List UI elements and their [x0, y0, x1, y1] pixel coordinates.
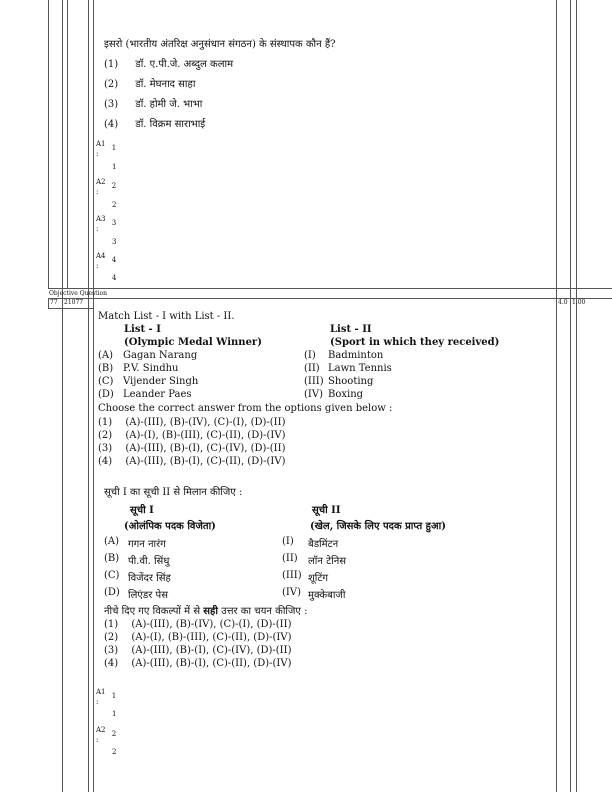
- q2-en-row-d: [98, 389, 364, 400]
- q2-hi-list2-sub: (खेल, जिसके लिए पदक प्राप्त हुआ): [310, 521, 446, 532]
- choose-emphasis: सही: [203, 606, 218, 617]
- q1-option-3[interactable]: [104, 96, 202, 110]
- q2-hi-row-b: [104, 553, 347, 567]
- q2-hi-intro: सूची I का सूची II से मिलान कीजिए :: [104, 487, 243, 498]
- meta-line-1: [48, 298, 49, 308]
- q2-hi-option-2[interactable]: [104, 632, 291, 643]
- option-text: (A)-(III), (B)-(I), (C)-(IV), (D)-(II): [131, 645, 292, 656]
- row-key-2: (II): [282, 553, 298, 564]
- option-num: (1): [98, 417, 113, 428]
- answer-sub: 4: [112, 274, 117, 282]
- row-key: (A): [98, 350, 114, 361]
- q1-option-text: डॉ. ए.पी.जे. अब्दुल कलाम: [135, 59, 234, 70]
- section-label: Objective Question: [49, 290, 107, 297]
- answer-value: 1: [111, 692, 117, 700]
- frame-line-right-3: [576, 0, 577, 792]
- row-text: Vijender Singh: [123, 376, 199, 387]
- row-text-2: मुक्केबाजी: [308, 590, 346, 601]
- row-text: Gagan Narang: [123, 350, 198, 361]
- answer-sub: 2: [112, 748, 117, 756]
- frame-line-left-4: [88, 0, 89, 792]
- row-text: लिएंडर पेस: [128, 590, 168, 601]
- question-number: 77: [50, 299, 58, 306]
- q1-option-num: (3): [104, 99, 119, 110]
- row-text: Leander Paes: [123, 389, 192, 400]
- row-key: (C): [98, 376, 114, 387]
- meta-line-2: [48, 308, 93, 309]
- option-text: (A)-(III), (B)-(IV), (C)-(I), (D)-(II): [125, 417, 286, 428]
- q1-option-4[interactable]: [104, 116, 205, 130]
- answer-value: 3: [111, 219, 117, 227]
- q2-en-list2-head: List - II: [330, 324, 372, 335]
- row-text: विजेंदर सिंह: [128, 573, 171, 584]
- q1-question: इसरो (भारतीय अंतरिक्ष अनुसंधान संगठन) के संस्थापक कौन हैं?: [104, 39, 336, 50]
- option-text: (A)-(III), (B)-(IV), (C)-(I), (D)-(II): [131, 619, 292, 630]
- question-marks: 4.0: [558, 299, 568, 306]
- q2-answer-2: [96, 726, 117, 738]
- option-num: (3): [98, 443, 113, 454]
- answer-colon: :: [96, 225, 99, 233]
- choose-text-end: उत्तर का चयन कीजिए :: [217, 606, 308, 617]
- q2-en-option-2[interactable]: [98, 430, 285, 441]
- q2-en-option-3[interactable]: [98, 443, 285, 454]
- q1-option-text: डॉ. मेघनाद साहा: [135, 79, 196, 90]
- q2-en-row-c: [98, 376, 374, 387]
- q2-hi-list1-head: सूची I: [130, 505, 154, 516]
- answer-label: A2: [96, 178, 106, 186]
- row-key-2: (IV): [304, 389, 323, 400]
- q2-hi-option-3[interactable]: [104, 645, 291, 656]
- q2-hi-option-4[interactable]: [104, 658, 291, 669]
- answer-value: 1: [111, 144, 117, 152]
- answer-label: A1: [96, 688, 106, 696]
- q1-answer-1: [96, 140, 117, 152]
- frame-line-right-2: [570, 0, 571, 792]
- answer-label: A4: [96, 252, 106, 260]
- answer-colon: :: [96, 698, 99, 706]
- q2-hi-option-1[interactable]: [104, 619, 291, 630]
- q2-en-choose: Choose the correct answer from the options given below :: [98, 403, 393, 414]
- row-text-2: Boxing: [328, 389, 364, 400]
- frame-line-right-1: [556, 0, 557, 792]
- frame-line-left-5: [93, 0, 94, 792]
- option-text: (A)-(I), (B)-(III), (C)-(II), (D)-(IV): [125, 430, 286, 441]
- row-text-2: Lawn Tennis: [328, 363, 392, 374]
- q1-option-num: (4): [104, 119, 119, 130]
- row-text-2: बैडमिंटन: [308, 539, 339, 550]
- answer-value: 4: [111, 256, 117, 264]
- row-key-2: (I): [304, 350, 316, 361]
- row-key-2: (I): [282, 536, 294, 547]
- q2-en-list1-head: List - I: [124, 324, 161, 335]
- row-key: (D): [98, 389, 114, 400]
- answer-sub: 3: [112, 238, 117, 246]
- answer-sub: 2: [112, 201, 117, 209]
- option-text: (A)-(III), (B)-(I), (C)-(II), (D)-(IV): [131, 658, 292, 669]
- q2-en-row-b: [98, 363, 392, 374]
- row-text-2: Badminton: [328, 350, 384, 361]
- q1-option-num: (2): [104, 79, 119, 90]
- q1-answer-4: [96, 252, 117, 264]
- option-text: (A)-(I), (B)-(III), (C)-(II), (D)-(IV): [131, 632, 292, 643]
- option-num: (4): [104, 658, 119, 669]
- question-negative-marks: 1.00: [572, 299, 586, 306]
- answer-sub: 1: [112, 710, 117, 718]
- q1-answer-3: [96, 215, 117, 227]
- q2-en-list1-sub: (Olympic Medal Winner): [124, 337, 262, 348]
- answer-value: 2: [111, 730, 117, 738]
- option-text: (A)-(III), (B)-(I), (C)-(II), (D)-(IV): [125, 456, 286, 467]
- q2-hi-row-a: [104, 536, 339, 550]
- row-key: (D): [104, 587, 120, 598]
- answer-colon: :: [96, 188, 99, 196]
- answer-label: A1: [96, 140, 106, 148]
- answer-colon: :: [96, 262, 99, 270]
- q1-option-1[interactable]: [104, 56, 233, 70]
- q2-en-row-a: [98, 350, 384, 361]
- q1-option-2[interactable]: [104, 76, 195, 90]
- row-text: P.V. Sindhu: [123, 363, 179, 374]
- option-num: (3): [104, 645, 119, 656]
- answer-label: A3: [96, 215, 106, 223]
- option-num: (2): [104, 632, 119, 643]
- frame-line-left-3: [67, 0, 68, 288]
- q2-hi-row-d: [104, 587, 346, 601]
- row-text: पी.वी. सिंधु: [128, 556, 170, 567]
- section-divider-bottom: [48, 298, 612, 299]
- row-key: (C): [104, 570, 120, 581]
- q2-en-intro: Match List - I with List - II.: [98, 311, 235, 322]
- answer-colon: :: [96, 736, 99, 744]
- row-text-2: Shooting: [328, 376, 374, 387]
- section-divider-top: [48, 288, 612, 289]
- option-text: (A)-(III), (B)-(I), (C)-(IV), (D)-(II): [125, 443, 286, 454]
- q1-answer-2: [96, 178, 117, 190]
- row-key: (A): [104, 536, 120, 547]
- question-id: 21077: [64, 299, 84, 306]
- q1-option-text: डॉ. होमी जे. भाभा: [135, 99, 203, 110]
- row-key-2: (III): [304, 376, 324, 387]
- q2-hi-choose: [104, 603, 308, 617]
- answer-value: 2: [111, 182, 117, 190]
- q2-hi-list2-head: सूची II: [312, 505, 341, 516]
- answer-colon: :: [96, 150, 99, 158]
- q2-hi-list1-sub: (ओलंपिक पदक विजेता): [124, 521, 216, 532]
- row-key: (B): [98, 363, 114, 374]
- row-key-2: (IV): [282, 587, 301, 598]
- frame-line-left-outer: [48, 0, 49, 288]
- row-text-2: लॉन टेनिस: [308, 556, 347, 567]
- row-text-2: शूटिंग: [308, 573, 329, 584]
- q2-answer-1: [96, 688, 117, 700]
- q1-option-text: डॉ. विक्रम साराभाई: [135, 119, 206, 130]
- q2-en-option-1[interactable]: [98, 417, 285, 428]
- option-num: (1): [104, 619, 119, 630]
- q2-en-list2-sub: (Sport in which they received): [330, 337, 500, 348]
- row-key: (B): [104, 553, 120, 564]
- row-key-2: (III): [282, 570, 302, 581]
- answer-label: A2: [96, 726, 106, 734]
- q2-hi-row-c: [104, 570, 329, 584]
- frame-line-left-2: [62, 0, 63, 792]
- row-key-2: (II): [304, 363, 320, 374]
- row-text: गगन नारंग: [128, 539, 166, 550]
- answer-sub: 1: [112, 163, 117, 171]
- q1-option-num: (1): [104, 59, 119, 70]
- choose-text: नीचे दिए गए विकल्पों में से: [104, 606, 204, 617]
- q2-en-option-4[interactable]: [98, 456, 285, 467]
- option-num: (2): [98, 430, 113, 441]
- option-num: (4): [98, 456, 113, 467]
